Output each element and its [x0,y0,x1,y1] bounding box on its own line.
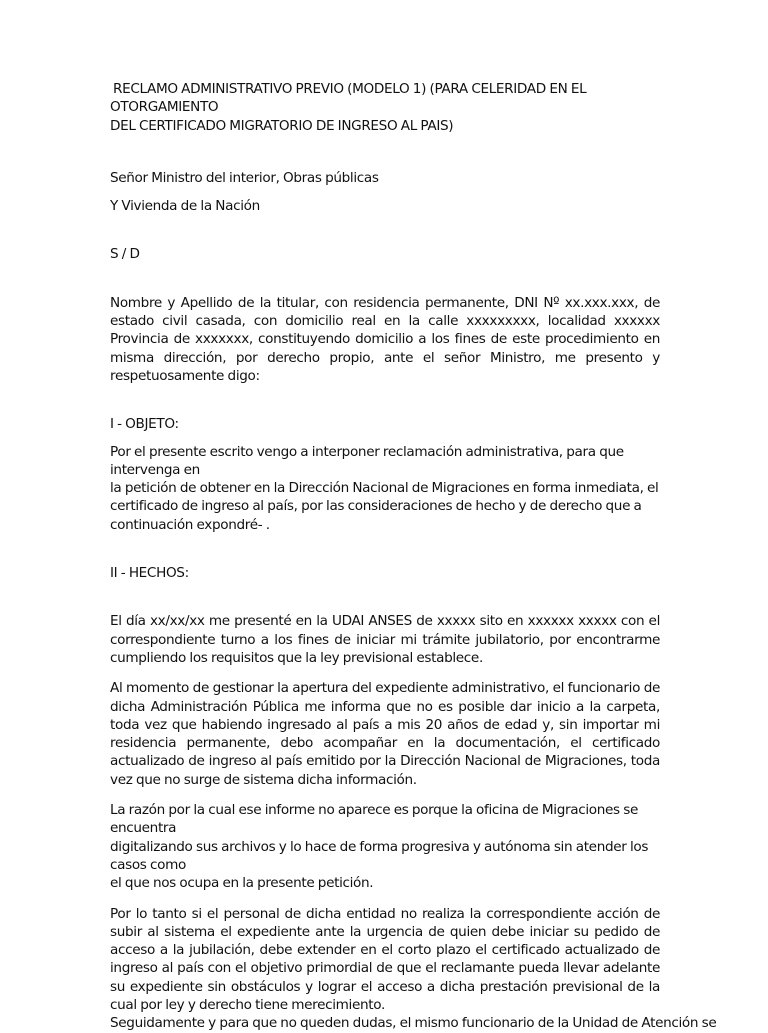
addressee-line-1: Señor Ministro del interior, Obras públicas [110,169,379,186]
addressee-line-2: Y Vivienda de la Nación [110,198,260,215]
hechos-paragraph-3-line-1: La razón por la cual ese informe no aparece es porque la oficina de Migraciones se encuentra [110,802,638,837]
salutation: S / D [110,246,140,263]
hechos-paragraph-3-line-2: digitalizando sus archivos y lo hace de forma progresiva y autónoma sin atender los casos como [110,838,649,873]
document-title-line-1: RECLAMO ADMINISTRATIVO PREVIO (MODELO 1) (PARA CELERIDAD EN EL OTORGAMIENTO [110,81,587,116]
hechos-paragraph-1: El día xx/xx/xx me presenté en la UDAI ANSES de xxxxx sito en xxxxxx xxxxx con el correspondiente turno a los fines de iniciar mi trámite jubilatorio, por encontrarme cumpliendo los requisitos que la ley previsional establece. [110,613,660,666]
objeto-line-4: continuación expondré- . [110,516,270,533]
objeto-line-2: la petición de obtener en la Dirección Nacional de Migraciones en forma inmediata, el [110,480,659,497]
intro-paragraph: Nombre y Apellido de la titular, con residencia permanente, DNI Nº xx.xxx.xxx, de estado civil casada, con domicilio real en la calle xxxxxxxxx, localidad xxxxxx Provincia de xxxxxxx, constituyendo domicilio a los fines de este procedimiento en misma dirección, por derecho propio, ante el señor Ministro, me presento y respetuosamente digo: [110,294,660,384]
hechos-paragraph-4: Por lo tanto si el personal de dicha entidad no realiza la correspondiente acción de subir al sistema el expediente ante la urgencia de quien debe iniciar su pedido de acceso a la jubilación, debe extender en el corto plazo el certificado actualizado de ingreso al país con el objetivo primordial de que el reclamante pueda llevar adelante su expediente sin obstáculos y lograr el acceso a dicha prestación previsional de la cual por ley y derecho tiene merecimiento. [110,905,660,1013]
section-objeto-heading: I - OBJETO: [110,416,179,433]
document-body [110,80,717,1033]
hechos-paragraph-5-partial: Seguidamente y para que no queden dudas, el mismo funcionario de la Unidad de Atención se [110,1015,717,1032]
objeto-line-3: certificado de ingreso al país, por las consideraciones de hecho y de derecho que a [110,498,642,515]
document-title-line-2: DEL CERTIFICADO MIGRATORIO DE INGRESO AL PAIS) [110,117,454,134]
objeto-line-1: Por el presente escrito vengo a interponer reclamación administrativa, para que intervenga en [110,443,624,478]
section-hechos-heading: II - HECHOS: [110,565,189,582]
hechos-paragraph-3-line-3: el que nos ocupa en la presente petición. [110,875,374,892]
hechos-paragraph-2: Al momento de gestionar la apertura del expediente administrativo, el funcionario de dicha Administración Pública me informa que no es posible dar inicio a la carpeta, toda vez que habiendo ingresado al país a mis 20 años de edad y, sin importar mi residencia permanente, debo acompañar en la documentación, el certificado actualizado de ingreso al país emitido por la Dirección Nacional de Migraciones, toda vez que no surge de sistema dicha información. [110,680,660,788]
